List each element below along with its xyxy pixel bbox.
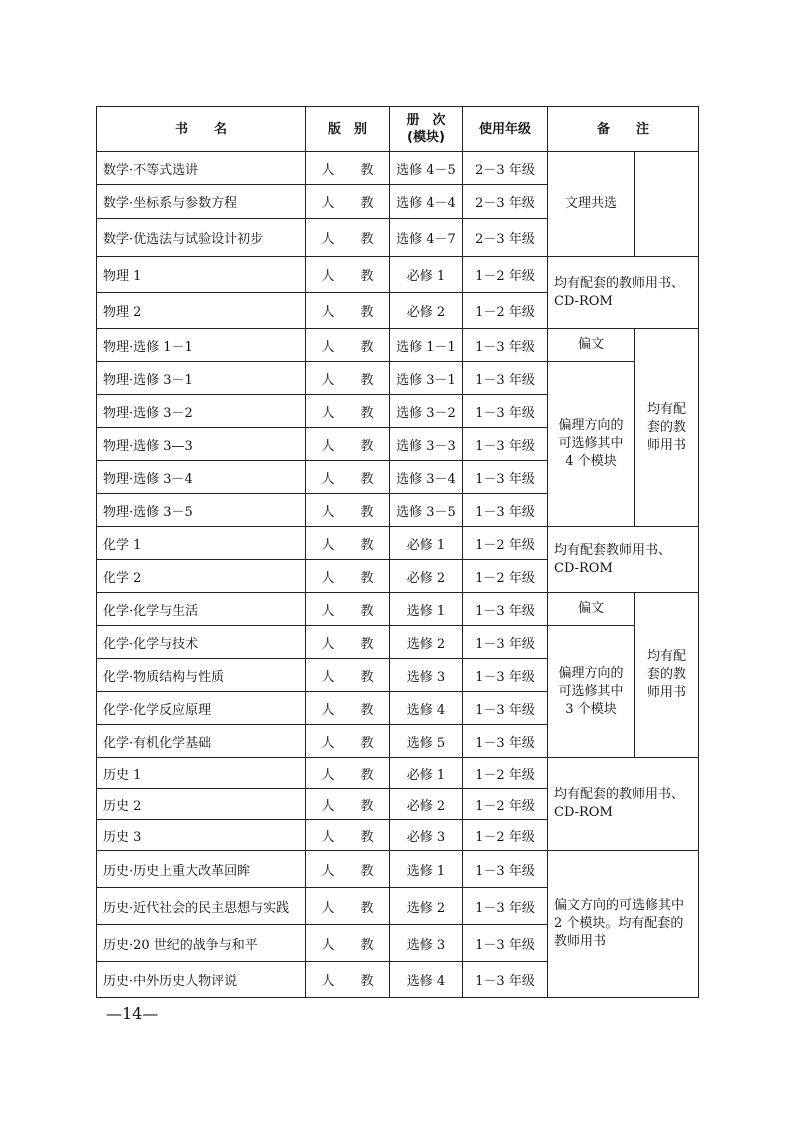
volume: 选修 3: [390, 659, 463, 692]
grade: 1－3 年级: [463, 461, 548, 494]
volume: 必修 1: [390, 758, 463, 789]
volume: 选修 2: [390, 888, 463, 925]
book-name: 化学·有机化学基础: [97, 725, 306, 758]
book-name: 化学·物质结构与性质: [97, 659, 306, 692]
table-row: [97, 626, 699, 659]
grade: 1－3 年级: [463, 962, 548, 998]
publisher: 人 教: [306, 362, 390, 395]
grade: 1－3 年级: [463, 362, 548, 395]
grade: 2－3 年级: [463, 185, 548, 219]
publisher: 人 教: [306, 219, 390, 257]
publisher: 人 教: [306, 494, 390, 527]
grade: 1－2 年级: [463, 527, 548, 560]
header-row: [97, 107, 699, 152]
book-name: 历史·中外历史人物评说: [97, 962, 306, 998]
note-empty: [635, 152, 699, 257]
note-history-compulsory: 均有配套的教师用书、CD-ROM: [548, 758, 699, 851]
book-name: 物理 2: [97, 293, 306, 329]
note-chemistry-science: 偏理方向的可选修其中 3 个模块: [548, 626, 635, 758]
grade: 1－2 年级: [463, 758, 548, 789]
grade: 1－3 年级: [463, 925, 548, 962]
grade: 1－3 年级: [463, 428, 548, 461]
note-physics-teacher-book: 均有配套的教师用书: [635, 329, 699, 527]
publisher: 人 教: [306, 428, 390, 461]
volume: 选修 3－1: [390, 362, 463, 395]
publisher: 人 教: [306, 925, 390, 962]
table-row: [97, 851, 699, 888]
book-name: 历史 1: [97, 758, 306, 789]
volume: 选修 2: [390, 626, 463, 659]
volume: 必修 1: [390, 527, 463, 560]
grade: 1－2 年级: [463, 789, 548, 820]
table-row: [97, 362, 699, 395]
grade: 1－3 年级: [463, 593, 548, 626]
note-math-shared: 文理共选: [548, 152, 635, 257]
book-name: 物理·选修 3－4: [97, 461, 306, 494]
grade: 1－3 年级: [463, 692, 548, 725]
book-name: 历史 2: [97, 789, 306, 820]
table-row: [97, 593, 699, 626]
publisher: 人 教: [306, 152, 390, 185]
book-name: 物理·选修 3－2: [97, 395, 306, 428]
page-number: —14—: [106, 1004, 159, 1023]
grade: 1－2 年级: [463, 257, 548, 293]
book-name: 物理·选修 3—3: [97, 428, 306, 461]
note-chemistry-compulsory: 均有配套教师用书、CD-ROM: [548, 527, 699, 593]
publisher: 人 教: [306, 626, 390, 659]
header-volume-line1: 册 次: [406, 113, 446, 128]
book-name: 数学·不等式选讲: [97, 152, 306, 185]
header-notes: 备 注: [548, 107, 699, 152]
publisher: 人 教: [306, 758, 390, 789]
book-name: 历史·20 世纪的战争与和平: [97, 925, 306, 962]
note-physics-arts: 偏文: [548, 329, 635, 362]
note-history-elective: 偏文方向的可选修其中 2 个模块。均有配套的教师用书: [548, 851, 699, 998]
book-name: 历史 3: [97, 820, 306, 851]
table-row: [97, 257, 699, 293]
table-row: [97, 758, 699, 789]
grade: 1－3 年级: [463, 395, 548, 428]
volume: 选修 1: [390, 851, 463, 888]
table-row: [97, 329, 699, 362]
grade: 1－3 年级: [463, 725, 548, 758]
publisher: 人 教: [306, 293, 390, 329]
volume: 必修 2: [390, 293, 463, 329]
book-name: 化学·化学反应原理: [97, 692, 306, 725]
volume: 必修 2: [390, 789, 463, 820]
note-chemistry-arts: 偏文: [548, 593, 635, 626]
volume: 选修 3－3: [390, 428, 463, 461]
publisher: 人 教: [306, 789, 390, 820]
volume: 选修 4: [390, 962, 463, 998]
table-row: [97, 527, 699, 560]
note-physics-science: 偏理方向的可选修其中 4 个模块: [548, 362, 635, 527]
textbook-table: [96, 106, 699, 998]
grade: 2－3 年级: [463, 152, 548, 185]
table-row: [97, 152, 699, 185]
grade: 1－2 年级: [463, 560, 548, 593]
volume: 选修 3: [390, 925, 463, 962]
book-name: 物理 1: [97, 257, 306, 293]
book-name: 化学·化学与技术: [97, 626, 306, 659]
book-name: 化学 1: [97, 527, 306, 560]
volume: 选修 3－4: [390, 461, 463, 494]
book-name: 化学·化学与生活: [97, 593, 306, 626]
note-physics-compulsory: 均有配套的教师用书、CD-ROM: [548, 257, 699, 329]
volume: 选修 4－5: [390, 152, 463, 185]
publisher: 人 教: [306, 725, 390, 758]
grade: 1－2 年级: [463, 820, 548, 851]
volume: 必修 2: [390, 560, 463, 593]
header-publisher: 版 别: [306, 107, 390, 152]
publisher: 人 教: [306, 888, 390, 925]
volume: 选修 5: [390, 725, 463, 758]
publisher: 人 教: [306, 185, 390, 219]
publisher: 人 教: [306, 851, 390, 888]
volume: 选修 4－7: [390, 219, 463, 257]
header-volume: [390, 107, 463, 152]
book-name: 历史·近代社会的民主思想与实践: [97, 888, 306, 925]
volume: 必修 3: [390, 820, 463, 851]
grade: 1－3 年级: [463, 888, 548, 925]
publisher: 人 教: [306, 820, 390, 851]
volume: 选修 1－1: [390, 329, 463, 362]
volume: 选修 3－5: [390, 494, 463, 527]
publisher: 人 教: [306, 329, 390, 362]
grade: 1－3 年级: [463, 659, 548, 692]
publisher: 人 教: [306, 962, 390, 998]
grade: 1－3 年级: [463, 851, 548, 888]
book-name: 物理·选修 3－1: [97, 362, 306, 395]
volume: 必修 1: [390, 257, 463, 293]
grade: 1－3 年级: [463, 626, 548, 659]
header-name: 书 名: [97, 107, 306, 152]
grade: 2－3 年级: [463, 219, 548, 257]
book-name: 历史·历史上重大改革回眸: [97, 851, 306, 888]
grade: 1－3 年级: [463, 329, 548, 362]
publisher: 人 教: [306, 527, 390, 560]
header-volume-line2: (模块): [407, 130, 445, 145]
publisher: 人 教: [306, 593, 390, 626]
book-name: 物理·选修 1－1: [97, 329, 306, 362]
publisher: 人 教: [306, 461, 390, 494]
publisher: 人 教: [306, 560, 390, 593]
grade: 1－2 年级: [463, 293, 548, 329]
publisher: 人 教: [306, 257, 390, 293]
publisher: 人 教: [306, 659, 390, 692]
book-name: 物理·选修 3－5: [97, 494, 306, 527]
book-name: 数学·坐标系与参数方程: [97, 185, 306, 219]
volume: 选修 3－2: [390, 395, 463, 428]
volume: 选修 4: [390, 692, 463, 725]
volume: 选修 4－4: [390, 185, 463, 219]
note-chemistry-teacher-book: 均有配套的教师用书: [635, 593, 699, 758]
header-grade: 使用年级: [463, 107, 548, 152]
book-name: 数学·优选法与试验设计初步: [97, 219, 306, 257]
volume: 选修 1: [390, 593, 463, 626]
book-name: 化学 2: [97, 560, 306, 593]
publisher: 人 教: [306, 395, 390, 428]
publisher: 人 教: [306, 692, 390, 725]
grade: 1－3 年级: [463, 494, 548, 527]
